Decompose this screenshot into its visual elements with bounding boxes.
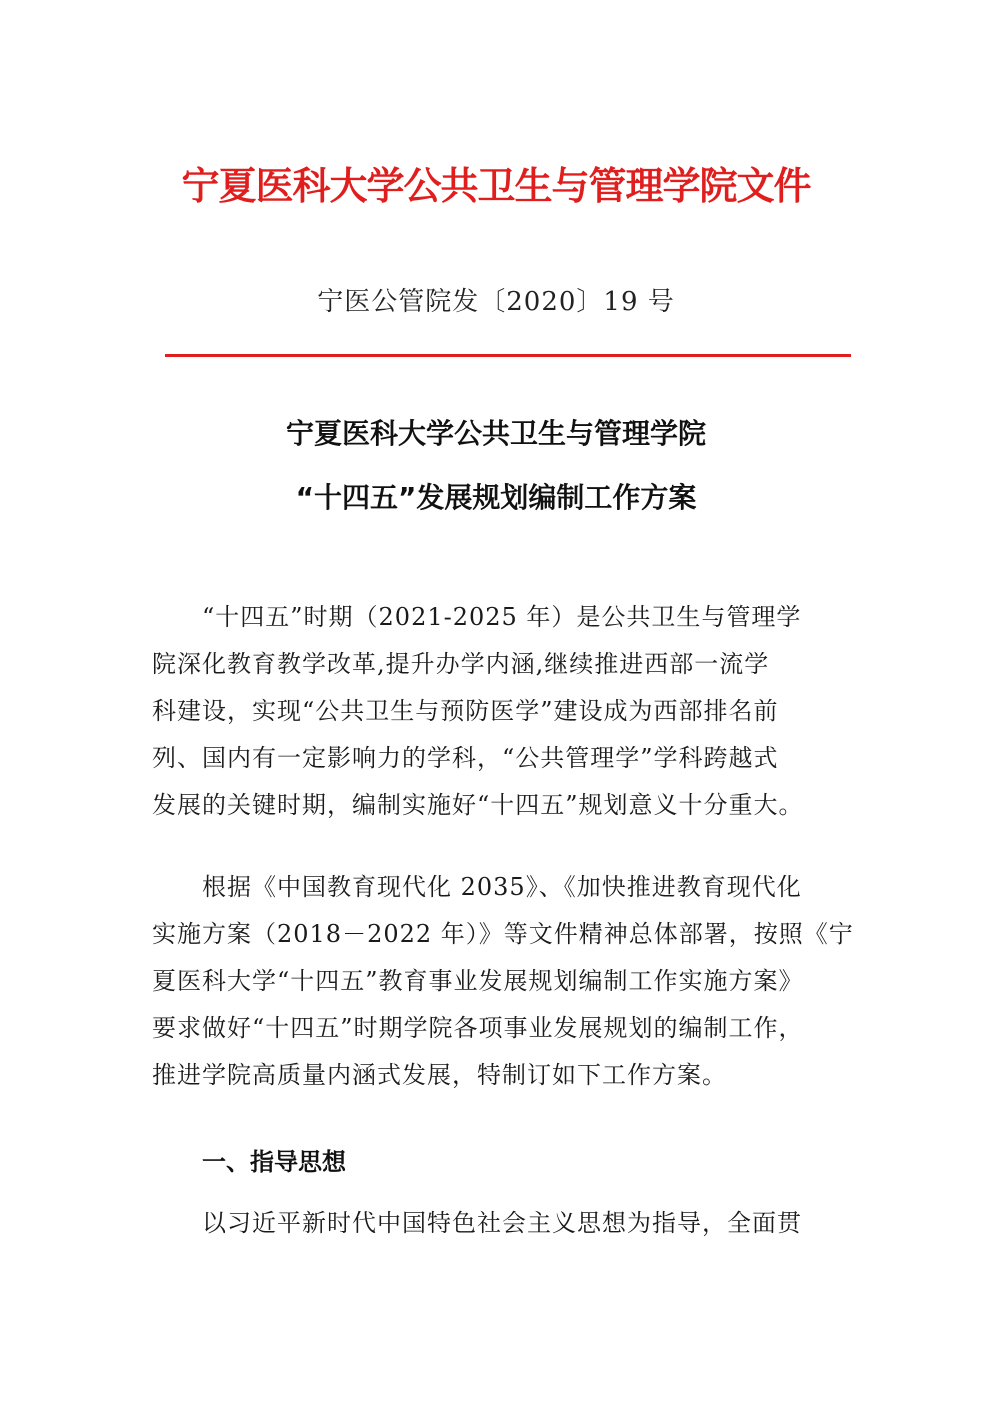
paragraph-line: 推进学院高质量内涵式发展，特制订如下工作方案。: [152, 1061, 727, 1089]
paragraph-line: 院深化教育教学改革,提升办学内涵,继续推进西部一流学: [152, 650, 770, 678]
paragraph-line: “十四五”时期（2021-2025 年）是公共卫生与管理学: [202, 603, 802, 631]
paragraph-line: 列、国内有一定影响力的学科，“公共管理学”学科跨越式: [152, 744, 779, 772]
paragraph-line: 根据《中国教育现代化 2035》、《加快推进教育现代化: [202, 873, 802, 901]
paragraph-intro: [152, 594, 852, 829]
red-divider-rule: [165, 354, 851, 357]
paragraph-basis: [152, 864, 852, 1099]
document-title-line-2: “十四五”发展规划编制工作方案: [295, 481, 697, 514]
paragraph-line: 要求做好“十四五”时期学院各项事业发展规划的编制工作，: [152, 1014, 804, 1042]
document-title-line-1: 宁夏医科大学公共卫生与管理学院: [285, 417, 706, 450]
section-heading-guiding-thought: 一、指导思想: [202, 1148, 346, 1176]
paragraph-guiding-thought: [152, 1200, 852, 1247]
document-number: 宁医公管院发〔2020〕19 号: [317, 287, 675, 317]
paragraph-line: 科建设，实现“公共卫生与预防医学”建设成为西部排名前: [152, 697, 779, 725]
paragraph-line: 实施方案（2018－2022 年）》等文件精神总体部署，按照《宁: [152, 920, 854, 948]
red-header-title: 宁夏医科大学公共卫生与管理学院文件: [181, 163, 811, 208]
paragraph-line: 夏医科大学“十四五”教育事业发展规划编制工作实施方案》: [152, 967, 804, 995]
paragraph-line: 以习近平新时代中国特色社会主义思想为指导，全面贯: [202, 1209, 802, 1237]
paragraph-line: 发展的关键时期，编制实施好“十四五”规划意义十分重大。: [152, 791, 804, 819]
